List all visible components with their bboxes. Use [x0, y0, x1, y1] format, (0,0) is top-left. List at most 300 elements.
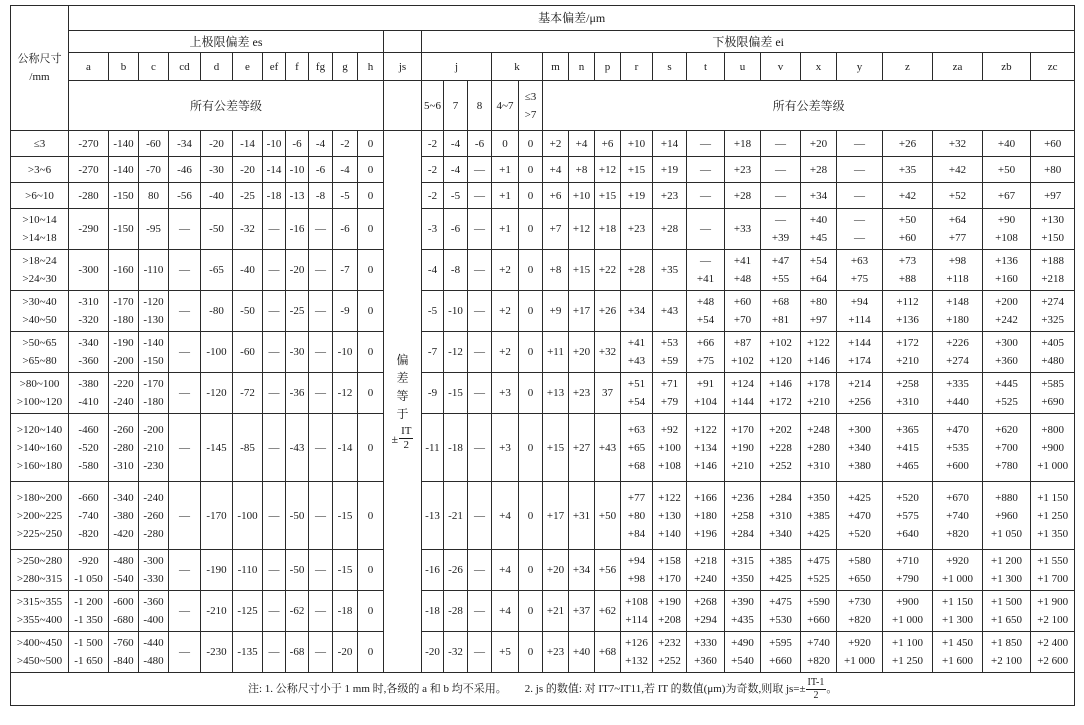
deviation-value-cell: 0 — [519, 291, 543, 332]
deviation-value-cell: -480 -540 — [109, 550, 139, 591]
deviation-value-cell: -5 — [444, 183, 468, 209]
deviation-value-cell: -50 — [286, 550, 309, 591]
deviation-value-cell: +274 +325 — [1031, 291, 1075, 332]
deviation-value-cell: +1 — [492, 183, 519, 209]
deviation-value-cell: — — [468, 250, 492, 291]
note-fraction-denominator: 2 — [813, 689, 819, 701]
nominal-size-cell: >10~14 >14~18 — [11, 209, 69, 250]
table-note — [11, 673, 1075, 706]
deviation-value-cell: — — [761, 131, 801, 157]
column-header-j: j — [422, 53, 492, 81]
deviation-value-cell: +92 +100 +108 — [653, 414, 687, 482]
column-header-y: y — [837, 53, 883, 81]
deviation-value-cell: +6 — [543, 183, 569, 209]
table-row — [11, 373, 1075, 414]
deviation-value-cell: +41 +43 — [621, 332, 653, 373]
table-row — [11, 482, 1075, 550]
deviation-value-cell: — — [263, 291, 286, 332]
deviation-value-cell: -340 -360 — [69, 332, 109, 373]
deviation-value-cell: — — [468, 291, 492, 332]
table-row — [11, 414, 1075, 482]
deviation-value-cell: — — [309, 591, 333, 632]
column-header-d: d — [201, 53, 233, 81]
note-end: 。 — [826, 682, 838, 695]
deviation-value-cell: 0 — [358, 373, 384, 414]
deviation-value-cell: +7 — [543, 209, 569, 250]
deviation-value-cell: +146 +172 — [761, 373, 801, 414]
deviation-value-cell: +17 — [543, 482, 569, 550]
deviation-value-cell: -85 — [233, 414, 263, 482]
column-header-za: za — [933, 53, 983, 81]
deviation-value-cell: -190 -200 — [109, 332, 139, 373]
js-group-blank — [384, 31, 422, 53]
deviation-value-cell: +87 +102 — [725, 332, 761, 373]
deviation-value-cell: -40 — [233, 250, 263, 291]
deviation-value-cell: +2 — [492, 250, 519, 291]
deviation-value-cell: +37 — [569, 591, 595, 632]
deviation-value-cell: — — — [837, 209, 883, 250]
deviation-value-cell: +80 +97 — [801, 291, 837, 332]
table-row — [11, 209, 1075, 250]
deviation-value-cell: -260 -280 -310 — [109, 414, 139, 482]
nominal-size-cell: ≤3 — [11, 131, 69, 157]
deviation-value-cell: -4 — [309, 131, 333, 157]
deviation-value-cell: -32 — [233, 209, 263, 250]
deviation-value-cell: +580 +650 — [837, 550, 883, 591]
plus-minus-sign: ± — [391, 431, 399, 446]
deviation-value-cell: -660 -740 -820 — [69, 482, 109, 550]
deviation-value-cell: -760 -840 — [109, 632, 139, 673]
deviation-value-cell: -150 — [109, 183, 139, 209]
deviation-value-cell: +20 — [801, 131, 837, 157]
deviation-value-cell: -240 -260 -280 — [139, 482, 169, 550]
nominal-size-cell: >400~450 >450~500 — [11, 632, 69, 673]
deviation-value-cell: +200 +242 — [983, 291, 1031, 332]
deviation-value-cell: +11 — [543, 332, 569, 373]
deviation-value-cell: — — [687, 183, 725, 209]
column-header-e: e — [233, 53, 263, 81]
deviation-value-cell: -18 — [444, 414, 468, 482]
deviation-value-cell: — — [309, 209, 333, 250]
deviation-value-cell: +475 +525 — [801, 550, 837, 591]
deviation-value-cell: -135 — [233, 632, 263, 673]
deviation-value-cell: -120 -130 — [139, 291, 169, 332]
deviation-value-cell: 0 — [519, 482, 543, 550]
deviation-value-cell: +40 — [569, 632, 595, 673]
deviation-value-cell: +350 +385 +425 — [801, 482, 837, 550]
deviation-value-cell: -9 — [422, 373, 444, 414]
deviation-value-cell: -170 -180 — [109, 291, 139, 332]
deviation-value-cell: +2 400 +2 600 — [1031, 632, 1075, 673]
deviation-value-cell: — — [687, 157, 725, 183]
deviation-value-cell: -170 — [201, 482, 233, 550]
deviation-value-cell: +34 — [801, 183, 837, 209]
deviation-value-cell: -20 — [422, 632, 444, 673]
deviation-value-cell: +2 — [492, 332, 519, 373]
deviation-value-cell: -230 — [201, 632, 233, 673]
deviation-value-cell: +54 +64 — [801, 250, 837, 291]
column-header-k: k — [492, 53, 543, 81]
deviation-value-cell: — — [169, 373, 201, 414]
deviation-value-cell: -145 — [201, 414, 233, 482]
deviation-value-cell: +64 +77 — [933, 209, 983, 250]
deviation-value-cell: +68 — [595, 632, 621, 673]
deviation-value-cell: -2 — [422, 131, 444, 157]
deviation-value-cell: -62 — [286, 591, 309, 632]
deviation-value-cell: — — [468, 414, 492, 482]
deviation-value-cell: -300 -330 — [139, 550, 169, 591]
deviation-value-cell: +590 +660 — [801, 591, 837, 632]
deviation-value-cell: +34 — [621, 291, 653, 332]
note-item-1: 注: 1. 公称尺寸小于 1 mm 时,各级的 a 和 b 均不采用。 — [247, 682, 507, 695]
deviation-value-cell: -2 — [422, 157, 444, 183]
column-header-b: b — [109, 53, 139, 81]
deviation-value-cell: +124 +144 — [725, 373, 761, 414]
deviation-value-cell: -36 — [286, 373, 309, 414]
deviation-value-cell: -7 — [422, 332, 444, 373]
deviation-value-cell: +94 +114 — [837, 291, 883, 332]
deviation-value-cell: -8 — [309, 183, 333, 209]
deviation-value-cell: +258 +310 — [883, 373, 933, 414]
deviation-value-cell: +23 — [725, 157, 761, 183]
deviation-value-cell: +19 — [653, 157, 687, 183]
deviation-value-cell: 0 — [519, 183, 543, 209]
deviation-value-cell: +19 — [621, 183, 653, 209]
deviation-value-cell: +284 +310 +340 — [761, 482, 801, 550]
nominal-size-cell: >120~140 >140~160 >160~180 — [11, 414, 69, 482]
note-fraction — [806, 677, 827, 702]
deviation-value-cell: -280 — [69, 183, 109, 209]
deviation-value-cell: +94 +98 — [621, 550, 653, 591]
column-header-n: n — [569, 53, 595, 81]
deviation-value-cell: 0 — [519, 332, 543, 373]
deviation-value-cell: -43 — [286, 414, 309, 482]
deviation-value-cell: +425 +470 +520 — [837, 482, 883, 550]
deviation-value-cell: -140 — [109, 131, 139, 157]
deviation-value-cell: +48 +54 — [687, 291, 725, 332]
deviation-value-cell: +4 — [543, 157, 569, 183]
deviation-value-cell: — — [263, 632, 286, 673]
deviation-value-cell: — — [263, 373, 286, 414]
deviation-value-cell: -65 — [201, 250, 233, 291]
deviation-value-cell: -30 — [201, 157, 233, 183]
deviation-value-cell: -4 — [444, 131, 468, 157]
nominal-size-cell: >18~24 >24~30 — [11, 250, 69, 291]
deviation-value-cell: +17 — [569, 291, 595, 332]
deviation-value-cell: — — [309, 550, 333, 591]
deviation-value-cell: +77 +80 +84 — [621, 482, 653, 550]
deviation-value-cell: -270 — [69, 157, 109, 183]
column-header-u: u — [725, 53, 761, 81]
nominal-size-cell: >180~200 >200~225 >225~250 — [11, 482, 69, 550]
column-header-t: t — [687, 53, 725, 81]
deviation-value-cell: +21 — [543, 591, 569, 632]
deviation-value-cell: +1 450 +1 600 — [933, 632, 983, 673]
deviation-value-cell: — — [468, 183, 492, 209]
deviation-value-cell: +1 — [492, 209, 519, 250]
deviation-value-cell: -920 -1 050 — [69, 550, 109, 591]
deviation-value-cell: -1 500 -1 650 — [69, 632, 109, 673]
deviation-value-cell: +300 +340 +380 — [837, 414, 883, 482]
deviation-value-cell: — — [468, 632, 492, 673]
deviation-value-cell: +475 +530 — [761, 591, 801, 632]
deviation-value-cell: -8 — [444, 250, 468, 291]
deviation-value-cell: +226 +274 — [933, 332, 983, 373]
column-header-f: f — [286, 53, 309, 81]
deviation-value-cell: +214 +256 — [837, 373, 883, 414]
deviation-value-cell: — — [263, 550, 286, 591]
deviation-value-cell: -5 — [422, 291, 444, 332]
deviation-value-cell: -12 — [444, 332, 468, 373]
deviation-value-cell: — — [169, 414, 201, 482]
deviation-value-cell: +28 — [801, 157, 837, 183]
deviation-value-cell: -1 200 -1 350 — [69, 591, 109, 632]
deviation-value-cell: +52 — [933, 183, 983, 209]
header-row-grades — [11, 81, 1075, 131]
deviation-value-cell: +47 +55 — [761, 250, 801, 291]
all-grades-label-lower: 所有公差等级 — [543, 81, 1075, 131]
deviation-value-cell: +268 +294 — [687, 591, 725, 632]
deviation-value-cell: +248 +280 +310 — [801, 414, 837, 482]
deviation-value-cell: +91 +104 — [687, 373, 725, 414]
nominal-size-cell: >315~355 >355~400 — [11, 591, 69, 632]
deviation-value-cell: +28 — [653, 209, 687, 250]
deviation-value-cell: -210 — [201, 591, 233, 632]
deviation-value-cell: 0 — [358, 482, 384, 550]
deviation-value-cell: +122 +134 +146 — [687, 414, 725, 482]
deviation-value-cell: +97 — [1031, 183, 1075, 209]
deviation-value-cell: -6 — [286, 131, 309, 157]
deviation-value-cell: -360 -400 — [139, 591, 169, 632]
column-header-g: g — [333, 53, 358, 81]
deviation-value-cell: -200 -210 -230 — [139, 414, 169, 482]
deviation-value-cell: — — [263, 209, 286, 250]
deviation-value-cell: +300 +360 — [983, 332, 1031, 373]
deviation-value-cell: +40 — [983, 131, 1031, 157]
deviation-value-cell: +405 +480 — [1031, 332, 1075, 373]
deviation-value-cell: -7 — [333, 250, 358, 291]
deviation-value-cell: -6 — [444, 209, 468, 250]
deviation-value-cell: -34 — [169, 131, 201, 157]
table-row — [11, 291, 1075, 332]
deviation-value-cell: -140 — [109, 157, 139, 183]
deviation-value-cell: -300 — [69, 250, 109, 291]
deviation-value-cell: +20 — [543, 550, 569, 591]
deviation-value-cell: +41 +48 — [725, 250, 761, 291]
table-footer — [11, 673, 1075, 706]
deviation-value-cell: +63 +75 — [837, 250, 883, 291]
deviation-value-cell: +170 +190 +210 — [725, 414, 761, 482]
all-grades-label-upper: 所有公差等级 — [69, 81, 384, 131]
deviation-value-cell: +50 — [983, 157, 1031, 183]
deviation-value-cell: +31 — [569, 482, 595, 550]
deviation-value-cell: — — [309, 250, 333, 291]
deviation-value-cell: — — [761, 183, 801, 209]
deviation-value-cell: +15 — [595, 183, 621, 209]
deviation-value-cell: +10 — [569, 183, 595, 209]
deviation-value-cell: — — [263, 591, 286, 632]
deviation-value-cell: 0 — [358, 550, 384, 591]
nominal-size-cell: >3~6 — [11, 157, 69, 183]
js-fraction-denominator: 2 — [403, 439, 410, 451]
deviation-value-cell: +330 +360 — [687, 632, 725, 673]
deviation-value-cell: +315 +350 — [725, 550, 761, 591]
deviation-value-cell: — — [468, 157, 492, 183]
deviation-value-cell: +26 — [595, 291, 621, 332]
deviation-value-cell: -16 — [286, 209, 309, 250]
deviation-value-cell: +136 +160 — [983, 250, 1031, 291]
deviation-value-cell: +6 — [595, 131, 621, 157]
deviation-value-cell: -600 -680 — [109, 591, 139, 632]
deviation-value-cell: +23 — [569, 373, 595, 414]
deviation-value-cell: -20 — [233, 157, 263, 183]
deviation-value-cell: -26 — [444, 550, 468, 591]
js-fraction — [399, 425, 413, 452]
deviation-value-cell: -18 — [422, 591, 444, 632]
table-row — [11, 632, 1075, 673]
deviation-value-cell: -15 — [333, 482, 358, 550]
table-row — [11, 332, 1075, 373]
deviation-value-cell: +15 — [621, 157, 653, 183]
deviation-value-cell: -11 — [422, 414, 444, 482]
deviation-value-cell: +1 100 +1 250 — [883, 632, 933, 673]
deviation-value-cell: +71 +79 — [653, 373, 687, 414]
deviation-value-cell: 0 — [358, 291, 384, 332]
nominal-size-cell: >80~100 >100~120 — [11, 373, 69, 414]
deviation-value-cell: -20 — [286, 250, 309, 291]
deviation-value-cell: 0 — [519, 591, 543, 632]
deviation-value-cell: -50 — [286, 482, 309, 550]
deviation-value-cell: +1 — [492, 157, 519, 183]
deviation-value-cell: +18 — [595, 209, 621, 250]
deviation-value-cell: +1 850 +2 100 — [983, 632, 1031, 673]
deviation-value-cell: -290 — [69, 209, 109, 250]
deviation-value-cell: — — [837, 183, 883, 209]
deviation-value-cell: +90 +108 — [983, 209, 1031, 250]
deviation-value-cell: -310 -320 — [69, 291, 109, 332]
deviation-value-cell: — — [761, 157, 801, 183]
deviation-value-cell: +172 +210 — [883, 332, 933, 373]
fundamental-deviation-table — [10, 5, 1075, 706]
deviation-value-cell: +42 — [883, 183, 933, 209]
js-note-text: 偏 差 等 于 — [396, 353, 409, 421]
deviation-value-cell: -5 — [333, 183, 358, 209]
deviation-value-cell: +8 — [543, 250, 569, 291]
deviation-value-cell: +144 +174 — [837, 332, 883, 373]
deviation-value-cell: -10 — [333, 332, 358, 373]
deviation-value-cell: +14 — [653, 131, 687, 157]
deviation-value-cell: -440 -480 — [139, 632, 169, 673]
deviation-value-cell: -170 -180 — [139, 373, 169, 414]
deviation-value-cell: +335 +440 — [933, 373, 983, 414]
deviation-value-cell: -50 — [201, 209, 233, 250]
deviation-value-cell: +56 — [595, 550, 621, 591]
deviation-value-cell: +35 — [883, 157, 933, 183]
js-merged-cell — [384, 131, 422, 673]
k-grade-header: 4~7 — [492, 81, 519, 131]
deviation-value-cell: -21 — [444, 482, 468, 550]
deviation-value-cell: -340 -380 -420 — [109, 482, 139, 550]
deviation-value-cell: -270 — [69, 131, 109, 157]
deviation-value-cell: +4 — [492, 591, 519, 632]
deviation-value-cell: 0 — [519, 157, 543, 183]
deviation-value-cell: — — [468, 482, 492, 550]
deviation-value-cell: -140 -150 — [139, 332, 169, 373]
deviation-value-cell: +51 +54 — [621, 373, 653, 414]
deviation-value-cell: -12 — [333, 373, 358, 414]
deviation-value-cell: +4 — [492, 550, 519, 591]
note-row — [11, 673, 1075, 706]
deviation-value-cell: +730 +820 — [837, 591, 883, 632]
deviation-value-cell: -120 — [201, 373, 233, 414]
deviation-value-cell: -2 — [422, 183, 444, 209]
basic-deviation-header: 基本偏差/μm — [69, 6, 1075, 31]
deviation-value-cell: -50 — [233, 291, 263, 332]
deviation-value-cell: +236 +258 +284 — [725, 482, 761, 550]
deviation-value-cell: -220 -240 — [109, 373, 139, 414]
deviation-value-cell: +20 — [569, 332, 595, 373]
deviation-value-cell: — — [309, 373, 333, 414]
deviation-value-cell: -9 — [333, 291, 358, 332]
deviation-value-cell: +28 — [725, 183, 761, 209]
deviation-value-cell: -3 — [422, 209, 444, 250]
deviation-value-cell: — — [468, 373, 492, 414]
deviation-value-cell: 0 — [358, 632, 384, 673]
deviation-value-cell: +122 +146 — [801, 332, 837, 373]
deviation-value-cell: +232 +252 — [653, 632, 687, 673]
deviation-value-cell: -20 — [333, 632, 358, 673]
deviation-value-cell: -4 — [333, 157, 358, 183]
j-grade-header: 8 — [468, 81, 492, 131]
deviation-value-cell: -25 — [233, 183, 263, 209]
note-item-2: 2. js 的数值: 对 IT7~IT11,若 IT 的数值(μm)为奇数,则取 js=± — [524, 682, 806, 695]
column-header-r: r — [621, 53, 653, 81]
column-header-m: m — [543, 53, 569, 81]
nominal-size-cell: >30~40 >40~50 — [11, 291, 69, 332]
deviation-value-cell: +620 +700 +780 — [983, 414, 1031, 482]
deviation-value-cell: -100 — [233, 482, 263, 550]
deviation-value-cell: +80 — [1031, 157, 1075, 183]
deviation-value-cell: 0 — [358, 250, 384, 291]
table-row — [11, 250, 1075, 291]
deviation-value-cell: -6 — [333, 209, 358, 250]
deviation-value-cell: -68 — [286, 632, 309, 673]
deviation-value-cell: +520 +575 +640 — [883, 482, 933, 550]
deviation-value-cell: — — [169, 291, 201, 332]
deviation-value-cell: +1 900 +2 100 — [1031, 591, 1075, 632]
deviation-value-cell: — — [169, 550, 201, 591]
deviation-value-cell: +178 +210 — [801, 373, 837, 414]
deviation-value-cell: — — [309, 482, 333, 550]
deviation-value-cell: -18 — [333, 591, 358, 632]
deviation-value-cell: +60 — [1031, 131, 1075, 157]
deviation-value-cell: -95 — [139, 209, 169, 250]
deviation-value-cell: 0 — [358, 157, 384, 183]
deviation-value-cell: +15 — [543, 414, 569, 482]
deviation-value-cell: 0 — [492, 131, 519, 157]
deviation-value-cell: +390 +435 — [725, 591, 761, 632]
deviation-value-cell: — — [309, 414, 333, 482]
deviation-value-cell: — — [169, 209, 201, 250]
lower-deviation-header: 下极限偏差 ei — [422, 31, 1075, 53]
deviation-value-cell: -14 — [263, 157, 286, 183]
deviation-value-cell: -20 — [201, 131, 233, 157]
nominal-size-cell: >6~10 — [11, 183, 69, 209]
deviation-value-cell: — — [263, 414, 286, 482]
deviation-value-cell: -15 — [444, 373, 468, 414]
deviation-value-cell: +3 — [492, 414, 519, 482]
deviation-value-cell: +32 — [595, 332, 621, 373]
